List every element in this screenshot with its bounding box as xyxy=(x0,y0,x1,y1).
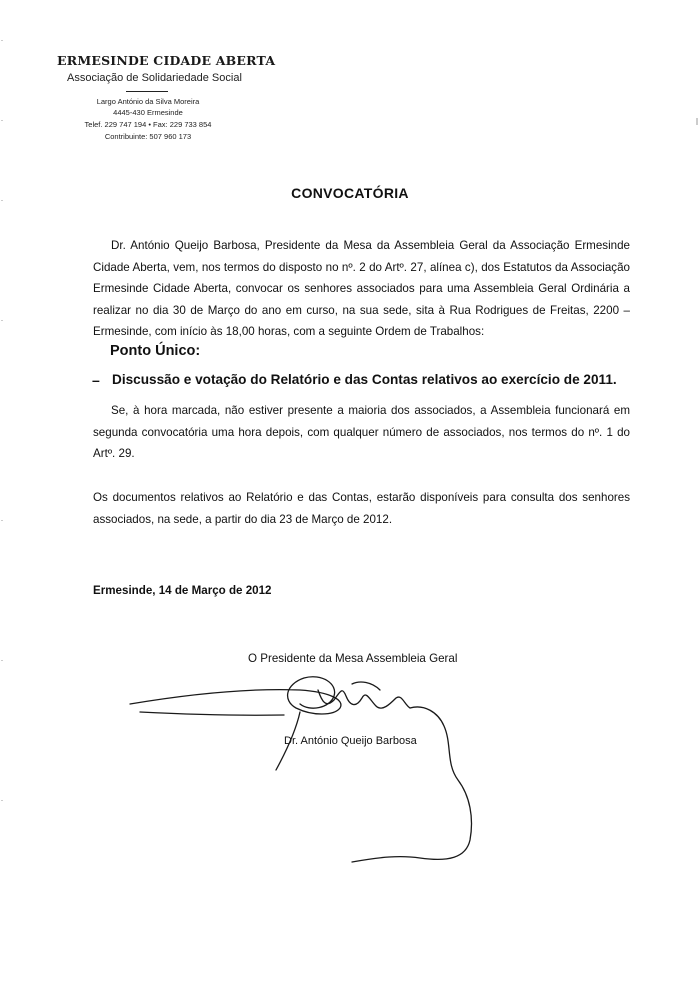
address-postal: 4445-430 Ermesinde xyxy=(113,108,183,117)
organization-name: ERMESINDE CIDADE ABERTA xyxy=(57,53,276,68)
documents-paragraph: Os documentos relativos ao Relatório e das Contas, estarão disponíveis para consulta dos senhores associados, na sede, a partir do dia 23 de Março de 2012. xyxy=(93,491,630,526)
agenda-item: Discussão e votação do Relatório e das Contas relativos ao exercício de 2011. xyxy=(112,372,617,387)
document-title: CONVOCATÓRIA xyxy=(291,185,409,201)
address-street: Largo António da Silva Moreira xyxy=(96,97,200,106)
signatory-title: O Presidente da Mesa Assembleia Geral xyxy=(248,652,458,665)
address-taxpayer: Contribuinte: 507 960 173 xyxy=(104,132,192,141)
place-and-date: Ermesinde, 14 de Março de 2012 xyxy=(93,584,272,597)
agenda-bullet: – xyxy=(92,372,100,388)
signatory-name: Dr. António Queijo Barbosa xyxy=(284,735,417,747)
agenda-heading: Ponto Único: xyxy=(110,343,201,359)
address-phone-fax: Telef. 229 747 194 • Fax: 229 733 854 xyxy=(84,120,212,129)
organization-subtitle: Associação de Solidariedade Social xyxy=(67,72,242,84)
intro-paragraph-text: Dr. António Queijo Barbosa, Presidente da Mesa da Assembleia Geral da Associação Ermesinde Cidade Aberta, vem, nos termos do disposto no nº. 2 do Artº. 27, alínea c), dos Estatutos da Associação Ermesinde Cidade Aberta, convocar os senhores associados para uma Assembleia Geral Ordinária a realizar no dia 30 de Março do ano em curso, na sua sede, sita à Rua Rodrigues de Freitas, 2200 – Ermesinde, com início às 18,00 horas, com a seguinte Ordem de Trabalhos: xyxy=(93,239,630,338)
quorum-paragraph-text: Se, à hora marcada, não estiver presente a maioria dos associados, a Assembleia funcionará em segunda convocatória uma hora depois, com qualquer número de associados, nos termos do nº. 1 do Artº. 29. xyxy=(93,404,630,460)
